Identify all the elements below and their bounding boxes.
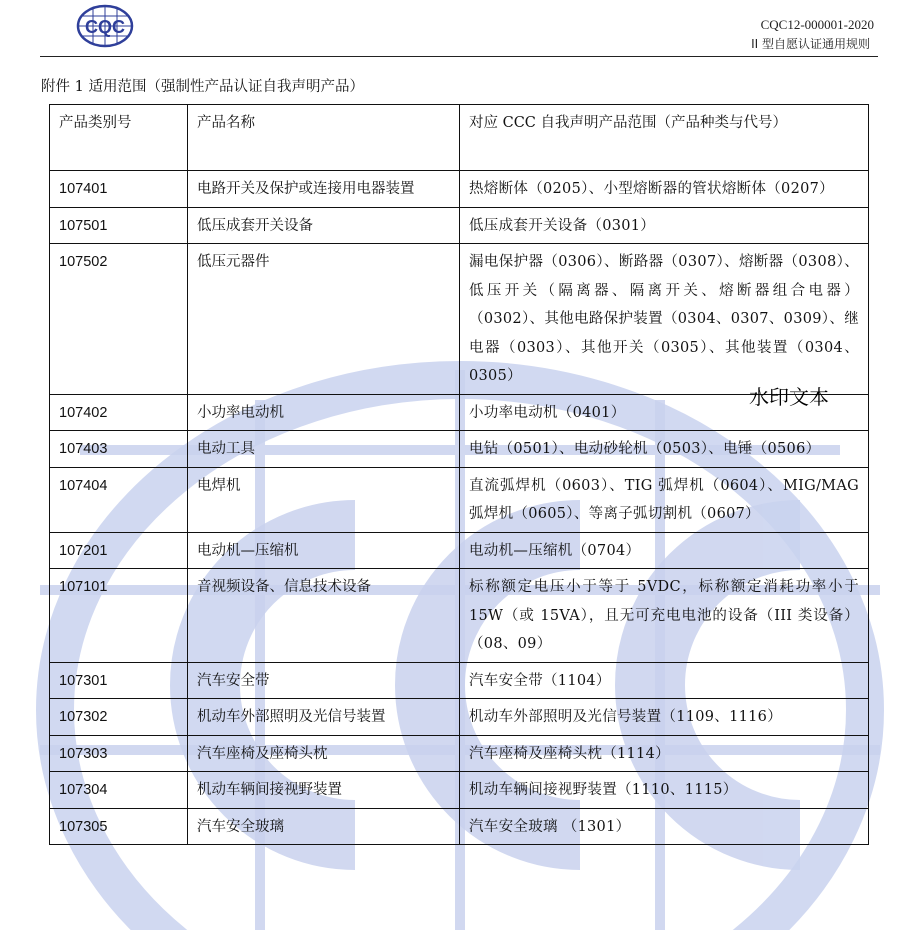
cell-scope: 电钻（0501）、电动砂轮机（0503）、电锤（0506） [460, 431, 869, 468]
cell-code: 107502 [50, 244, 188, 395]
column-header-name: 产品名称 [188, 105, 460, 171]
cell-code: 107305 [50, 808, 188, 845]
cell-name: 小功率电动机 [188, 394, 460, 431]
table-row [50, 662, 869, 699]
table-row [50, 569, 869, 663]
cell-name: 低压元器件 [188, 244, 460, 395]
cell-code: 107301 [50, 662, 188, 699]
table-row [50, 735, 869, 772]
cqc-logo [76, 4, 134, 48]
cell-name: 汽车安全带 [188, 662, 460, 699]
cell-name: 机动车辆间接视野装置 [188, 772, 460, 809]
cell-name: 机动车外部照明及光信号装置 [188, 699, 460, 736]
scope-table [49, 104, 869, 845]
cell-scope: 电动机—压缩机（0704） [460, 532, 869, 569]
table-row [50, 532, 869, 569]
document-code: CQC12-000001-2020 [760, 17, 874, 32]
cell-code: 107304 [50, 772, 188, 809]
table-row [50, 171, 869, 208]
cell-scope: 汽车安全玻璃 （1301） [460, 808, 869, 845]
cell-scope: 标称额定电压小于等于 5VDC，标称额定消耗功率小于 15W（或 15VA），且无可充电电池的设备（III 类设备）（08、09） [460, 569, 869, 663]
cell-name: 电动工具 [188, 431, 460, 468]
cell-code: 107201 [50, 532, 188, 569]
table-row [50, 394, 869, 431]
cell-code: 107302 [50, 699, 188, 736]
table-row [50, 699, 869, 736]
appendix-caption: 附件 1 适用范围（强制性产品认证自我声明产品） [41, 79, 364, 95]
cell-name: 电动机—压缩机 [188, 532, 460, 569]
cell-name: 汽车座椅及座椅头枕 [188, 735, 460, 772]
cell-scope: 汽车安全带（1104） [460, 662, 869, 699]
table-row [50, 467, 869, 532]
cell-name: 低压成套开关设备 [188, 207, 460, 244]
cell-code: 107101 [50, 569, 188, 663]
logo-text: CQC [85, 17, 125, 37]
cell-code: 107401 [50, 171, 188, 208]
cell-scope: 漏电保护器（0306）、断路器（0307）、熔断器（0308）、低压开关（隔离器、隔离开关、熔断器组合电器）（0302）、其他电路保护装置（0304、0307、0309）、继电器（0303）、其他开关（0305）、其他装置（0304、0305） [460, 244, 869, 395]
table-header-row [50, 105, 869, 171]
table-row [50, 244, 869, 395]
cell-name: 电焊机 [188, 467, 460, 532]
cell-scope: 低压成套开关设备（0301） [460, 207, 869, 244]
column-header-code: 产品类别号 [50, 105, 188, 171]
cell-scope: 汽车座椅及座椅头枕（1114） [460, 735, 869, 772]
document-name: II 型自愿认证通用规则 [751, 37, 870, 51]
cell-code: 107404 [50, 467, 188, 532]
table-row [50, 808, 869, 845]
column-header-scope: 对应 CCC 自我声明产品范围（产品种类与代号） [460, 105, 869, 171]
cell-scope: 小功率电动机（0401） [460, 394, 869, 431]
table-row [50, 772, 869, 809]
cell-name: 汽车安全玻璃 [188, 808, 460, 845]
cell-scope: 直流弧焊机（0603）、TIG 弧焊机（0604）、MIG/MAG 弧焊机（0605）、等离子弧切割机（0607） [460, 467, 869, 532]
cell-name: 音视频设备、信息技术设备 [188, 569, 460, 663]
cell-scope: 机动车外部照明及光信号装置（1109、1116） [460, 699, 869, 736]
page-header [40, 0, 878, 57]
cell-code: 107303 [50, 735, 188, 772]
table-row [50, 207, 869, 244]
cell-scope: 机动车辆间接视野装置（1110、1115） [460, 772, 869, 809]
cell-code: 107501 [50, 207, 188, 244]
cell-code: 107403 [50, 431, 188, 468]
cell-name: 电路开关及保护或连接用电器装置 [188, 171, 460, 208]
watermark-text-label: 水印文本 [749, 385, 829, 409]
cell-code: 107402 [50, 394, 188, 431]
table-row [50, 431, 869, 468]
cell-scope: 热熔断体（0205）、小型熔断器的管状熔断体（0207） [460, 171, 869, 208]
